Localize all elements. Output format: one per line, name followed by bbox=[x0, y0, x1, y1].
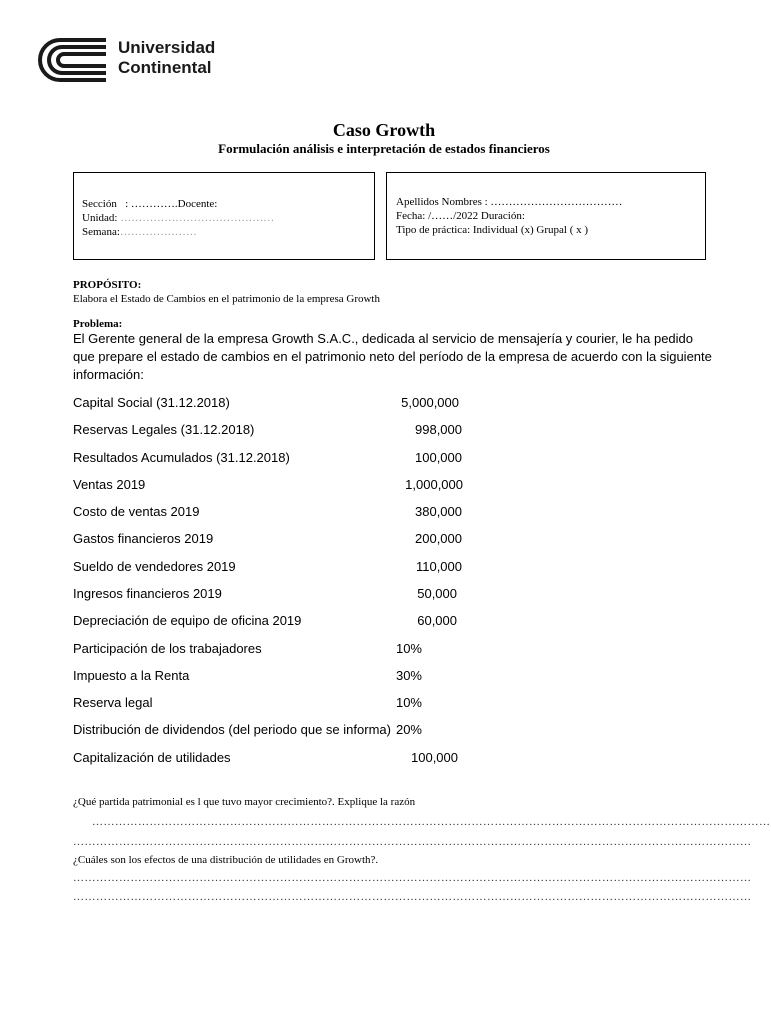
item-value: 110,000 bbox=[415, 559, 462, 574]
university-logo-icon bbox=[40, 36, 110, 84]
item-label: Sueldo de vendedores 2019 bbox=[73, 559, 236, 574]
item-label: Ingresos financieros 2019 bbox=[73, 586, 222, 601]
item-value: 10% bbox=[395, 695, 422, 710]
item-value: 60,000 bbox=[417, 613, 457, 628]
apellidos-line: Apellidos Nombres : ……………………………… bbox=[396, 196, 623, 208]
item-label: Capitalización de utilidades bbox=[73, 750, 231, 765]
problem-text: El Gerente general de la empresa Growth S.A.C., dedicada al servicio de mensajería y courier, le ha pedido que prepare el estado de cambios en el patrimonio neto del período de la empresa de acuerdo con la siguiente información: bbox=[73, 331, 712, 382]
question-1: ¿Qué partida patrimonial es l que tuvo mayor crecimiento?. Explique la razón bbox=[73, 796, 416, 808]
problem-label: Problema: bbox=[73, 318, 123, 330]
item-value: 1,000,000 bbox=[405, 477, 463, 492]
item-value: 5,000,000 bbox=[401, 395, 459, 410]
fecha-line: Fecha: /……/2022 Duración: bbox=[396, 210, 525, 222]
purpose-text: Elabora el Estado de Cambios en el patrimonio de la empresa Growth bbox=[73, 293, 380, 305]
item-label: Distribución de dividendos (del periodo que se informa) bbox=[73, 722, 391, 737]
university-name: Universidad Continental bbox=[118, 38, 216, 77]
purpose-label: PROPÓSITO: bbox=[73, 279, 142, 291]
item-label: Capital Social (31.12.2018) bbox=[73, 395, 230, 410]
document-title: Caso Growth bbox=[332, 120, 436, 140]
document-subtitle: Formulación análisis e interpretación de estados financieros bbox=[218, 141, 550, 156]
item-label: Reservas Legales (31.12.2018) bbox=[73, 422, 255, 437]
item-label: Impuesto a la Renta bbox=[73, 668, 190, 683]
item-value: 50,000 bbox=[417, 586, 457, 601]
course-info-box bbox=[73, 172, 375, 260]
item-value: 30% bbox=[395, 668, 422, 683]
item-label: Reserva legal bbox=[73, 695, 153, 710]
semana-line: Semana:………………… bbox=[82, 226, 197, 238]
item-value: 998,000 bbox=[415, 422, 462, 437]
answer-line[interactable]: …………………………………………………………………………………………………………………………………………………………… bbox=[92, 816, 771, 828]
item-value: 380,000 bbox=[415, 504, 462, 519]
unidad-line: Unidad: …………………………………… bbox=[82, 212, 275, 224]
item-label: Participación de los trabajadores bbox=[73, 641, 262, 656]
item-value: 10% bbox=[395, 641, 422, 656]
answer-line[interactable]: …………………………………………………………………………………………………………………………………………………………… bbox=[73, 836, 752, 848]
answer-line[interactable]: …………………………………………………………………………………………………………………………………………………………… bbox=[73, 872, 752, 884]
student-info-box bbox=[386, 172, 706, 260]
item-value: 100,000 bbox=[411, 750, 458, 765]
item-label: Gastos financieros 2019 bbox=[73, 531, 214, 546]
item-label: Costo de ventas 2019 bbox=[73, 504, 200, 519]
item-label: Resultados Acumulados (31.12.2018) bbox=[73, 450, 290, 465]
item-label: Ventas 2019 bbox=[73, 477, 146, 492]
item-value: 200,000 bbox=[415, 531, 462, 546]
question-2: ¿Cuáles son los efectos de una distribución de utilidades en Growth?. bbox=[73, 854, 379, 866]
seccion-line: Sección : ………….Docente: bbox=[82, 198, 218, 210]
item-value: 20% bbox=[395, 722, 422, 737]
answer-line[interactable]: …………………………………………………………………………………………………………………………………………………………… bbox=[73, 891, 752, 903]
tipo-practica-line: Tipo de práctica: Individual (x) Grupal ( x ) bbox=[396, 224, 589, 236]
item-value: 100,000 bbox=[415, 450, 462, 465]
item-label: Depreciación de equipo de oficina 2019 bbox=[73, 613, 302, 628]
